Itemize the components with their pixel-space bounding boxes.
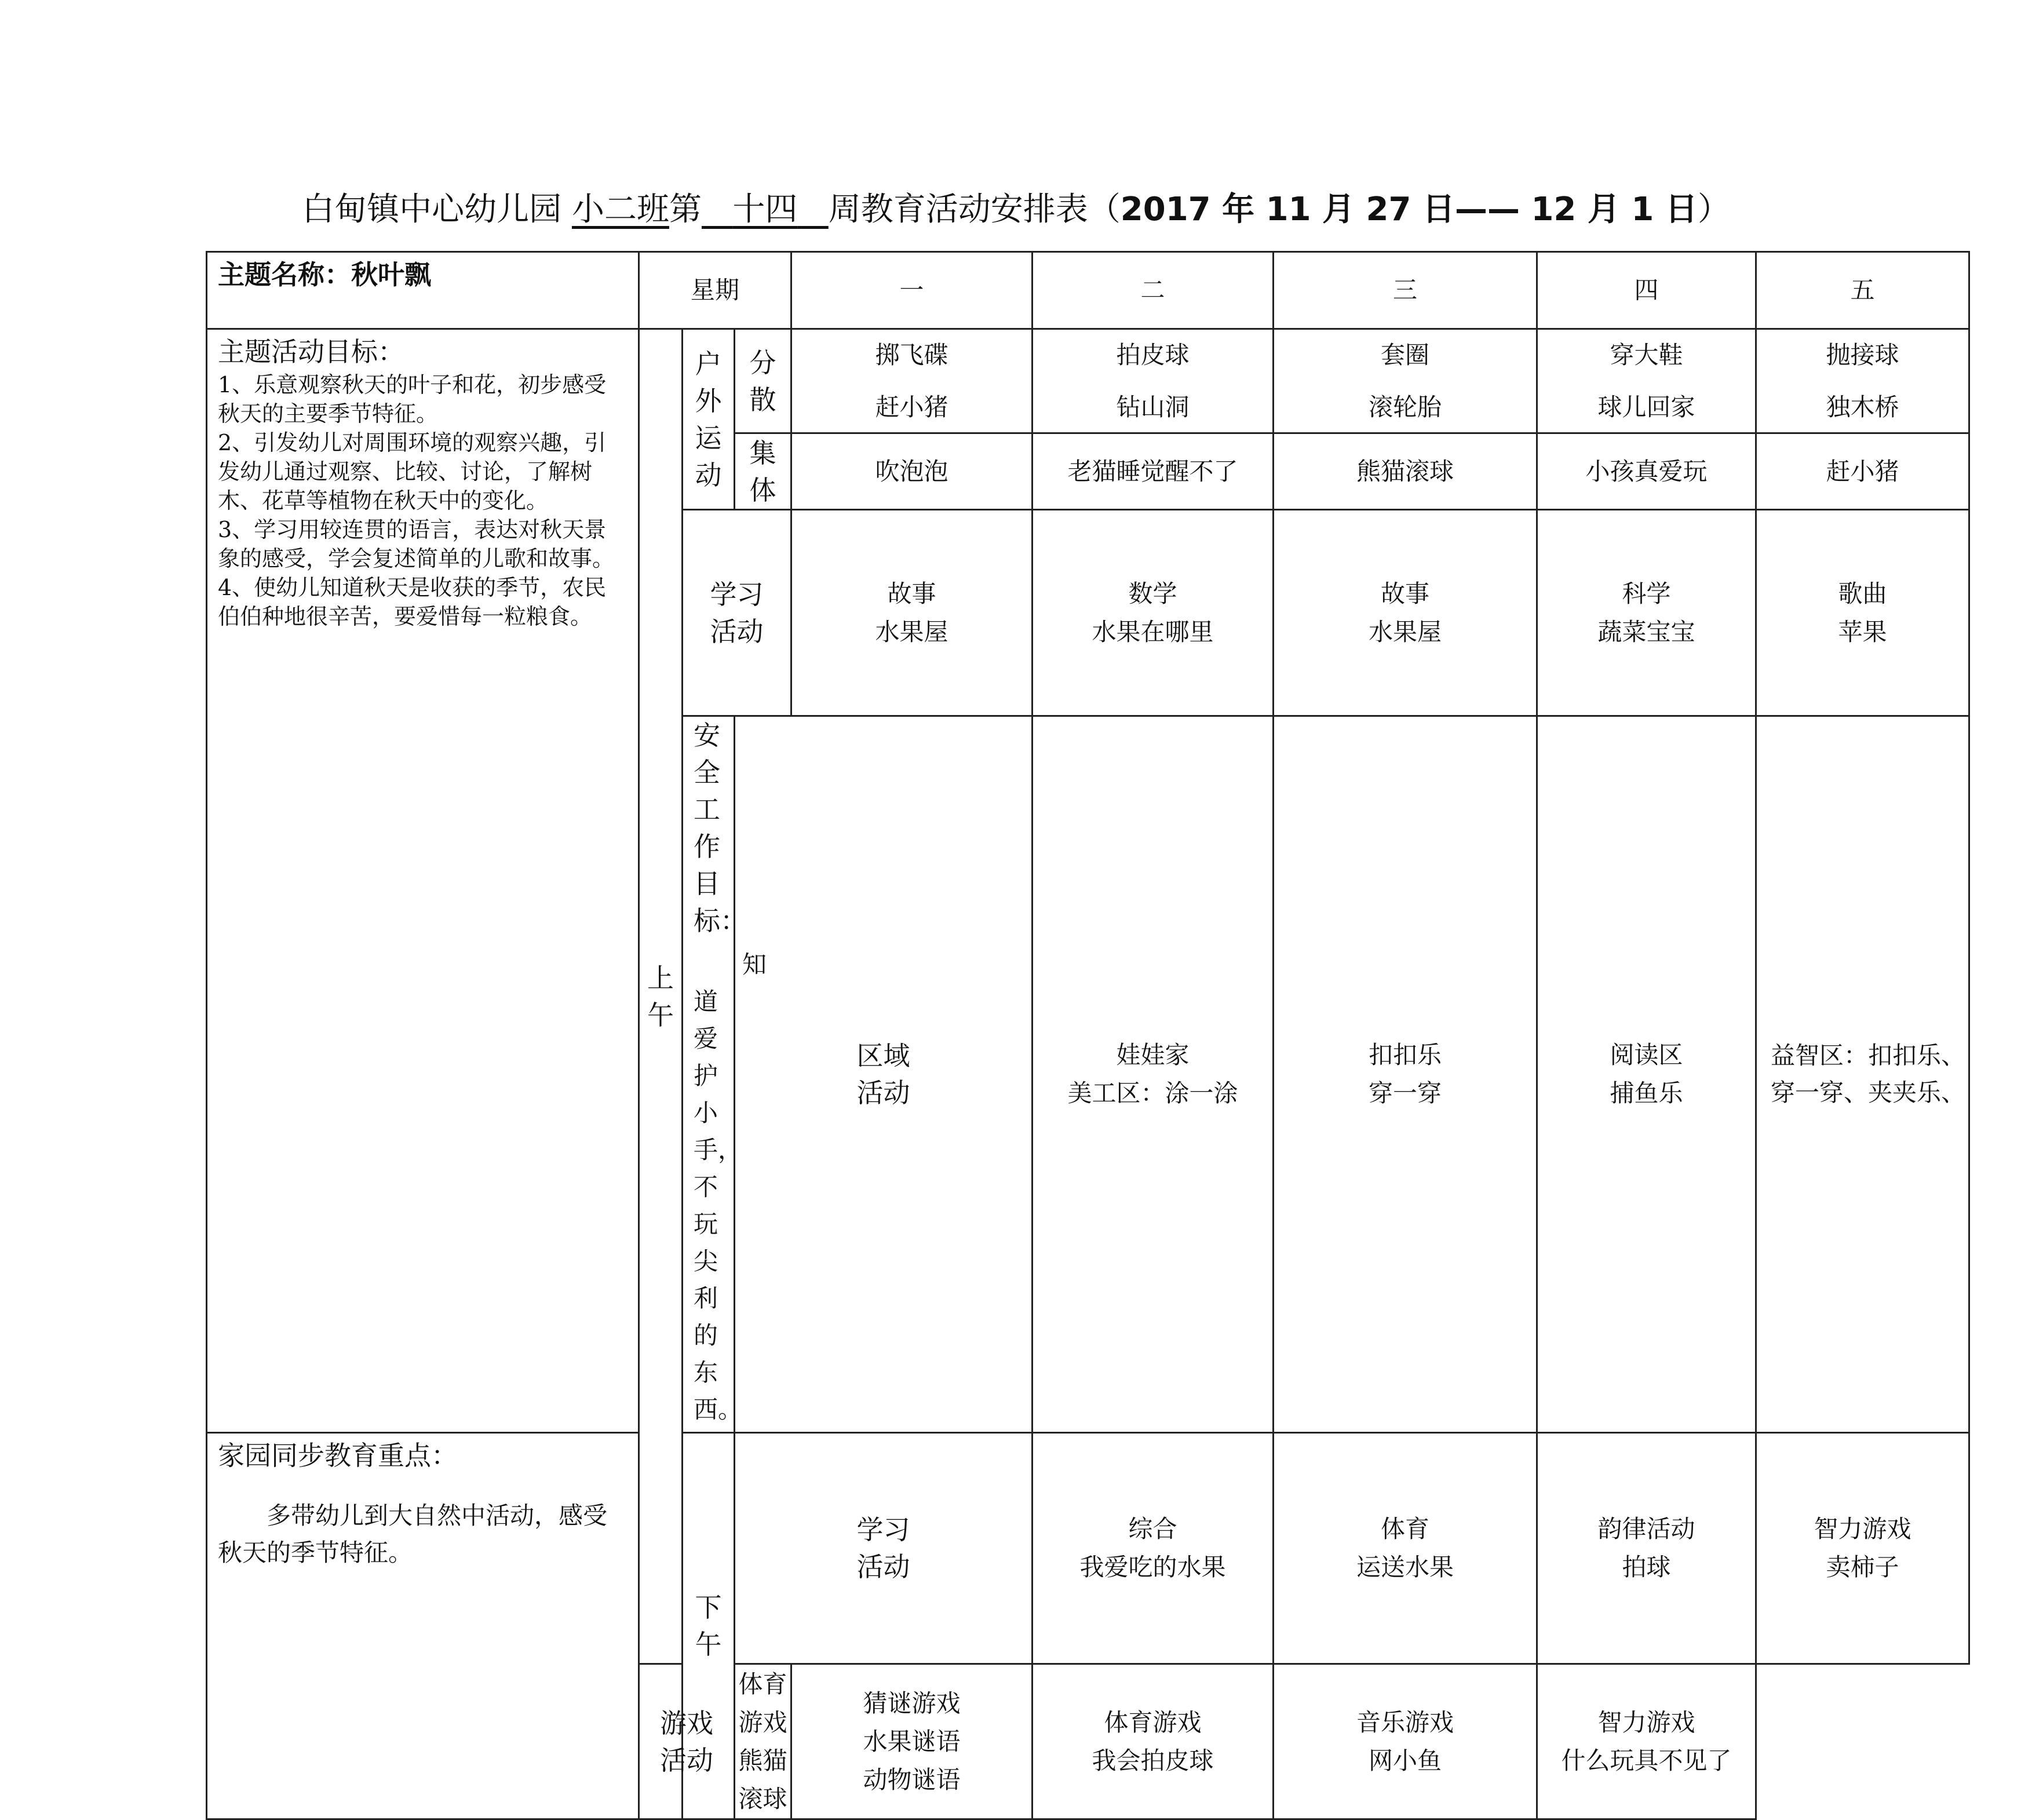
title-suffix: 周教育活动安排表（ <box>828 191 1121 228</box>
group-day-1: 吹泡泡 <box>791 433 1033 510</box>
area-label: 区域活动 <box>856 1040 910 1108</box>
title-di: 第 <box>669 191 702 228</box>
group-label-cell <box>735 433 791 510</box>
group-day-5: 赶小猪 <box>1756 433 1969 510</box>
scatter-day-1: 掷飞碟 赶小猪 <box>791 329 1033 433</box>
morning-study-day-1: 故事 水果屋 <box>791 510 1033 716</box>
afternoon-label: 下午 <box>695 1592 722 1660</box>
afternoon-study-day-4: 智力游戏 卖柿子 <box>1756 1433 1969 1664</box>
home-label: 家园同步教育重点： <box>218 1440 458 1471</box>
safety-text: 知道爱护小手，不玩尖利的东西。 <box>694 950 767 1424</box>
day-header-4: 四 <box>1537 252 1756 329</box>
group-day-4: 小孩真爱玩 <box>1537 433 1756 510</box>
afternoon-study-label: 学习活动 <box>856 1514 910 1582</box>
goal-item: 2、引发幼儿对周围环境的观察兴趣，引发幼儿通过观察、比较、讨论，了解树木、花草等植物在秋天中的变化。 <box>218 430 607 513</box>
afternoon-study-day-1: 综合 我爱吃的水果 <box>1033 1433 1274 1664</box>
day-header-1: 一 <box>791 252 1033 329</box>
game-label: 游戏活动 <box>660 1707 713 1776</box>
morning-label-cell <box>639 329 683 1664</box>
safety-label: 安全工作目标： <box>694 720 747 936</box>
day-header-3: 三 <box>1274 252 1537 329</box>
group-day-3: 熊猫滚球 <box>1274 433 1537 510</box>
class-name: 小二班 <box>571 191 669 228</box>
scatter-day-4: 穿大鞋 球儿回家 <box>1537 329 1756 433</box>
page-title <box>0 187 2032 233</box>
morning-study-day-5: 歌曲 苹果 <box>1756 510 1969 716</box>
day-header-2: 二 <box>1033 252 1274 329</box>
goals-label: 主题活动目标： <box>218 336 404 367</box>
morning-study-label-cell <box>683 510 791 716</box>
scatter-day-2: 拍皮球 钻山洞 <box>1033 329 1274 433</box>
scatter-day-5: 抛接球 独木桥 <box>1756 329 1969 433</box>
day-header-5: 五 <box>1756 252 1969 329</box>
scatter-label: 分散 <box>749 347 776 415</box>
game-day-1: 体育游戏 熊猫滚球 <box>735 1664 791 1819</box>
morning-study-day-3: 故事 水果屋 <box>1274 510 1537 716</box>
game-day-5: 智力游戏 什么玩具不见了 <box>1537 1664 1756 1819</box>
morning-study-label: 学习活动 <box>710 578 764 647</box>
game-day-2: 猜谜游戏 水果谜语 动物谜语 <box>791 1664 1033 1819</box>
week-number: 十四 <box>732 191 798 228</box>
school-name: 白甸镇中心幼儿园 <box>302 191 562 228</box>
theme-goals-cell <box>207 329 639 1433</box>
morning-study-day-4: 科学 蔬菜宝宝 <box>1537 510 1756 716</box>
afternoon-study-day-2: 体育 运送水果 <box>1274 1433 1537 1664</box>
morning-study-day-2: 数学 水果在哪里 <box>1033 510 1274 716</box>
safety-goals-cell <box>683 716 767 1433</box>
theme-name-cell <box>207 252 639 329</box>
theme-label: 主题名称： <box>218 259 351 290</box>
scatter-day-3: 套圈 滚轮胎 <box>1274 329 1537 433</box>
area-day-2: 扣扣乐 穿一穿 <box>1274 716 1537 1433</box>
game-label-cell <box>639 1664 735 1819</box>
morning-label: 上午 <box>647 962 674 1031</box>
outdoor-label: 户外运动 <box>695 348 722 491</box>
goal-item: 3、学习用较连贯的语言，表达对秋天景象的感受，学会复述简单的儿歌和故事。 <box>218 517 615 571</box>
scatter-label-cell <box>735 329 791 433</box>
goal-item: 1、乐意观察秋天的叶子和花，初步感受秋天的主要季节特征。 <box>218 372 607 426</box>
afternoon-study-label-cell <box>735 1433 1033 1664</box>
date-range: 2017 年 11 月 27 日—— 12 月 1 日 <box>1120 191 1698 228</box>
game-day-3: 体育游戏 我会拍皮球 <box>1033 1664 1274 1819</box>
weekday-header: 星期 <box>639 252 791 329</box>
area-day-4: 益智区：扣扣乐、穿一穿、夹夹乐、 <box>1756 716 1969 1433</box>
group-label: 集体 <box>749 437 776 506</box>
home-school-cell <box>207 1433 639 1819</box>
afternoon-study-day-3: 韵律活动 拍球 <box>1537 1433 1756 1664</box>
area-day-3: 阅读区 捕鱼乐 <box>1537 716 1756 1433</box>
goal-item: 4、使幼儿知道秋天是收获的季节，农民伯伯种地很辛苦，要爱惜每一粒粮食。 <box>218 575 607 629</box>
schedule-table <box>206 251 1970 1820</box>
theme-value: 秋叶飘 <box>351 259 431 290</box>
home-text: 多带幼儿到大自然中活动，感受秋天的季节特征。 <box>218 1501 608 1567</box>
group-day-2: 老猫睡觉醒不了 <box>1033 433 1274 510</box>
area-day-1: 娃娃家 美工区：涂一涂 <box>1033 716 1274 1433</box>
area-label-cell <box>735 716 1033 1433</box>
game-day-4: 音乐游戏 网小鱼 <box>1274 1664 1537 1819</box>
title-close: ） <box>1697 191 1730 228</box>
outdoor-label-cell <box>683 329 735 510</box>
